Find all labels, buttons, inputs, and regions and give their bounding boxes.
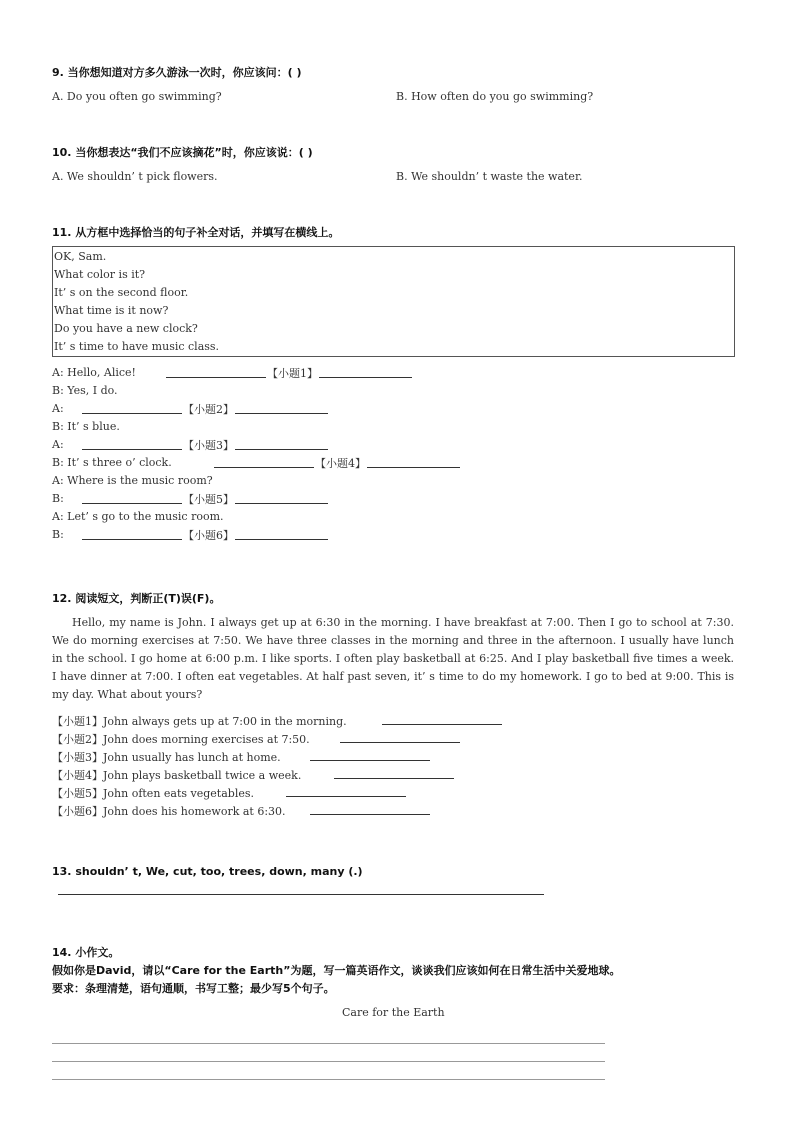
q9-option-b[interactable]: B. How often do you go swimming? [396,90,594,103]
q10-stem: 10. 当你想表达“我们不应该摘花”时，你应该说：( ) [52,146,313,159]
box-sentence-5: Do you have a new clock? [54,322,198,335]
tf-blank-6[interactable] [310,814,430,815]
box-sentence-2: What color is it? [54,268,146,281]
q11-stem: 11. 从方框中选择恰当的句子补全对话，并填写在横线上。 [52,226,340,239]
tf-blank-2[interactable] [340,742,460,743]
box-sentence-6: It’ s time to have music class. [54,340,220,353]
tf-blank-4[interactable] [334,778,454,779]
blank-tag-6: 【小题6】 [183,529,234,542]
dialog-line-1: A: Hello, Alice! [52,366,136,379]
box-sentence-3: It’ s on the second floor. [54,286,189,299]
tf-item-1: 【小题1】John always gets up at 7:00 in the morning. [52,715,347,728]
q9-stem: 9. 当你想知道对方多久游泳一次时，你应该问：( ) [52,66,302,79]
q11-sentence-box [52,246,735,357]
dialog-line-10: B: [52,528,64,541]
q12-stem: 12. 阅读短文，判断正(T)误(F)。 [52,592,221,605]
blank-tag-4: 【小题4】 [315,457,366,470]
dialog-line-5: A: [52,438,64,451]
q13-stem: 13. shouldn’ t, We, cut, too, trees, down, many (.) [52,865,363,878]
q9-option-a[interactable]: A. Do you often go swimming? [52,90,222,103]
box-sentence-1: OK, Sam. [54,250,107,263]
dialog-line-8: B: [52,492,64,505]
dialog-line-2: B: Yes, I do. [52,384,118,397]
q14-stem: 14. 小作文。 [52,946,120,959]
box-sentence-4: What time is it now? [54,304,169,317]
blank-tag-5: 【小题5】 [183,493,234,506]
tf-item-6: 【小题6】John does his homework at 6:30. [52,805,286,818]
tf-blank-1[interactable] [382,724,502,725]
tf-blank-3[interactable] [310,760,430,761]
blank-tag-2: 【小题2】 [183,403,234,416]
tf-blank-5[interactable] [286,796,406,797]
tf-item-4: 【小题4】John plays basketball twice a week. [52,769,302,782]
blank-tag-1: 【小题1】 [267,367,318,380]
q10-option-a[interactable]: A. We shouldn’ t pick flowers. [52,170,218,183]
essay-line-3[interactable] [52,1079,605,1080]
blank-tag-3: 【小题3】 [183,439,234,452]
q12-passage: Hello, my name is John. I always get up at 6:30 in the morning. I have breakfast at 7:00. Then I go to school at 7:30. We do morning exercises at 7:50. We have three classes in the morning and three in the afternoon. I usually have lunch in the school. I go home at 6:00 p.m. I like sports. I often play basketball at 6:25. And I play basketball five times a week. I have dinner at 7:00. I often eat vegetables. At half past seven, it’ s time to do my homework. I go to bed at 9:00. This is my day. What about yours? [52,616,734,701]
dialog-line-4: B: It’ s blue. [52,420,120,433]
essay-title: Care for the Earth [342,1006,445,1019]
dialog-line-9: A: Let’ s go to the music room. [52,510,224,523]
q14-prompt: 假如你是David，请以“Care for the Earth”为题，写一篇英语作文，谈谈我们应该如何在日常生活中关爱地球。 [52,964,621,977]
dialog-line-3: A: [52,402,64,415]
tf-item-3: 【小题3】John usually has lunch at home. [52,751,281,764]
q10-option-b[interactable]: B. We shouldn’ t waste the water. [396,170,583,183]
q13-answer-line[interactable] [58,894,544,895]
q14-requirements: 要求：条理清楚，语句通顺，书写工整；最少写5个句子。 [52,982,335,995]
dialog-line-7: A: Where is the music room? [52,474,213,487]
essay-line-1[interactable] [52,1043,605,1044]
essay-line-2[interactable] [52,1061,605,1062]
tf-item-5: 【小题5】John often eats vegetables. [52,787,254,800]
dialog-line-6: B: It’ s three o’ clock. [52,456,172,469]
tf-item-2: 【小题2】John does morning exercises at 7:50. [52,733,310,746]
